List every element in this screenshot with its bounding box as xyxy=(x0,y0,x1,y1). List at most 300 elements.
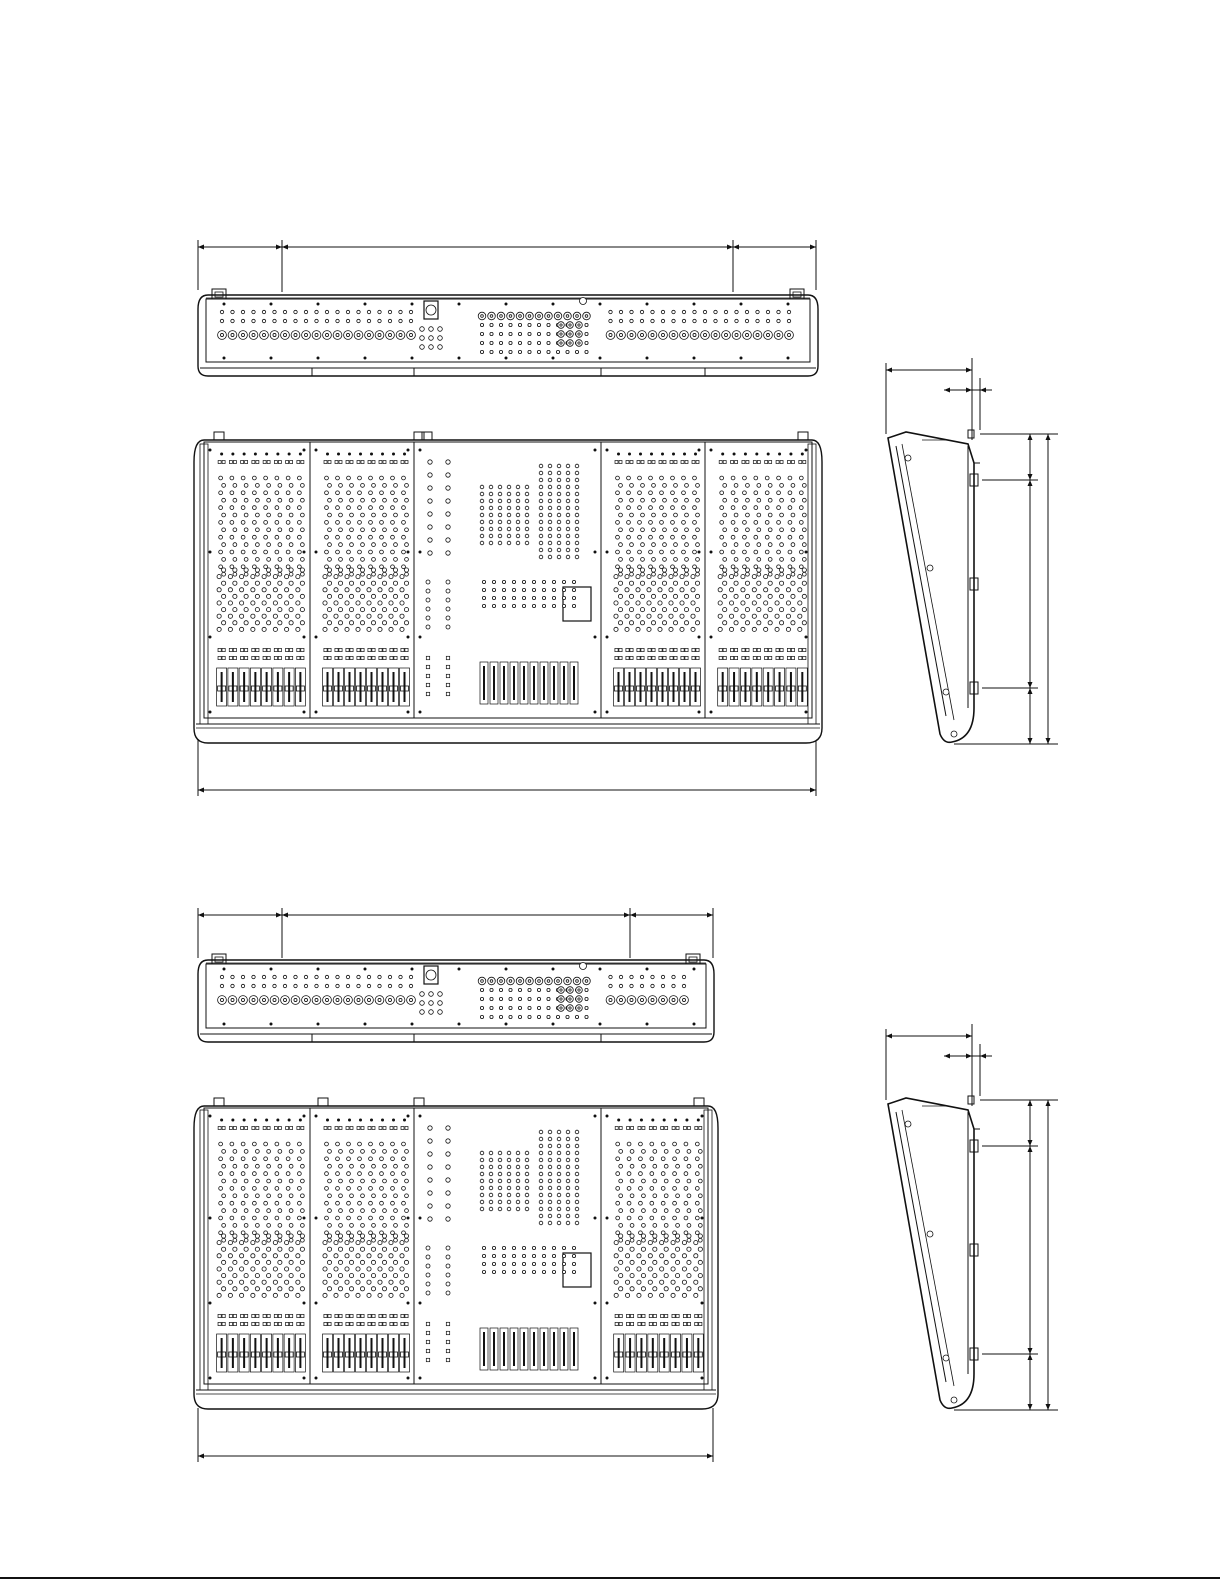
knob xyxy=(323,588,327,592)
knob xyxy=(662,608,666,612)
knob xyxy=(275,1216,279,1220)
side-screw xyxy=(943,689,949,695)
screw xyxy=(663,1119,666,1122)
knob xyxy=(498,1207,502,1211)
button xyxy=(674,656,677,659)
knob xyxy=(350,572,354,576)
knob xyxy=(255,484,259,488)
knob xyxy=(357,984,360,987)
knob xyxy=(300,594,304,598)
xlr-pin xyxy=(735,333,738,336)
knob xyxy=(627,1216,631,1220)
knob xyxy=(371,581,375,585)
knob xyxy=(499,332,502,335)
knob xyxy=(663,484,667,488)
dimension-arrow xyxy=(630,913,636,918)
knob xyxy=(618,568,622,572)
button xyxy=(301,1314,304,1317)
button xyxy=(637,656,640,659)
screw xyxy=(698,711,701,714)
knob xyxy=(264,550,268,554)
knob xyxy=(345,588,349,592)
knob xyxy=(420,345,425,350)
knob xyxy=(779,621,783,625)
knob xyxy=(662,594,666,598)
knob xyxy=(625,601,629,605)
screw xyxy=(599,968,602,971)
button xyxy=(286,1127,289,1130)
knob xyxy=(673,608,677,612)
knob xyxy=(334,1267,338,1271)
knob xyxy=(518,341,521,344)
knob xyxy=(372,1179,376,1183)
knob xyxy=(507,1186,511,1190)
button xyxy=(263,648,266,651)
button xyxy=(379,1314,382,1317)
button xyxy=(346,1127,349,1130)
button xyxy=(638,1322,641,1325)
knob xyxy=(575,485,579,489)
dimension-arrow xyxy=(1046,434,1051,440)
button xyxy=(383,1127,386,1130)
knob xyxy=(391,506,395,510)
knob xyxy=(394,1150,398,1154)
knob xyxy=(664,1150,668,1154)
knob xyxy=(798,575,802,579)
knob xyxy=(296,575,300,579)
knob xyxy=(325,535,329,539)
knob xyxy=(230,535,234,539)
knob xyxy=(786,588,790,592)
knob xyxy=(764,601,768,605)
screw xyxy=(629,1119,632,1122)
knob xyxy=(252,319,255,322)
screw xyxy=(674,1119,677,1122)
knob xyxy=(507,1151,511,1155)
knob xyxy=(673,594,677,598)
knob xyxy=(630,319,633,322)
button xyxy=(753,648,756,651)
button xyxy=(765,461,768,464)
knob xyxy=(300,558,304,562)
knob xyxy=(278,572,282,576)
knob xyxy=(498,527,502,531)
knob xyxy=(765,535,769,539)
knob xyxy=(402,1172,406,1176)
knob xyxy=(228,1267,232,1271)
knob xyxy=(233,513,237,517)
knob xyxy=(336,1142,340,1146)
button xyxy=(695,1314,698,1317)
knob xyxy=(300,568,304,572)
knob xyxy=(680,614,684,618)
knob xyxy=(252,565,256,569)
screw xyxy=(419,1115,422,1118)
knob xyxy=(262,975,265,978)
knob xyxy=(674,543,678,547)
knob xyxy=(428,1139,432,1143)
knob xyxy=(372,572,376,576)
knob xyxy=(669,588,673,592)
knob xyxy=(532,1270,535,1273)
knob xyxy=(522,1262,525,1265)
knob xyxy=(562,1262,565,1265)
xlr-pin xyxy=(538,980,541,983)
knob xyxy=(372,543,376,547)
knob xyxy=(231,975,234,978)
screw xyxy=(801,453,804,456)
knob xyxy=(429,992,434,997)
screw xyxy=(231,453,234,456)
knob xyxy=(498,541,502,545)
button xyxy=(346,1314,349,1317)
knob xyxy=(791,513,795,517)
screw xyxy=(505,1023,508,1026)
knob xyxy=(285,601,289,605)
xlr-pin xyxy=(560,333,562,335)
screw xyxy=(710,551,713,554)
screw xyxy=(265,453,268,456)
knob xyxy=(557,1172,561,1176)
knob xyxy=(339,1238,343,1242)
knob xyxy=(233,528,237,532)
knob xyxy=(765,491,769,495)
button xyxy=(692,656,695,659)
knob xyxy=(507,1193,511,1197)
knob xyxy=(642,1194,646,1198)
knob xyxy=(660,1267,664,1271)
knob xyxy=(275,1187,279,1191)
knob xyxy=(264,1201,268,1205)
knob xyxy=(566,506,570,510)
button xyxy=(652,648,655,651)
button xyxy=(357,656,360,659)
knob xyxy=(428,499,432,503)
knob xyxy=(383,498,387,502)
knob xyxy=(230,1187,234,1191)
knob xyxy=(388,319,391,322)
xlr-pin xyxy=(231,333,234,336)
knob xyxy=(347,521,351,525)
knob xyxy=(446,551,450,555)
knob xyxy=(327,1247,331,1251)
button xyxy=(426,674,429,677)
button xyxy=(787,461,790,464)
knob xyxy=(507,513,511,517)
knob xyxy=(480,541,484,545)
knob xyxy=(297,565,301,569)
knob xyxy=(388,975,391,978)
knob xyxy=(802,528,806,532)
knob xyxy=(404,1260,408,1264)
knob xyxy=(339,528,343,532)
knob xyxy=(480,1165,484,1169)
button xyxy=(776,648,779,651)
button xyxy=(652,656,655,659)
knob xyxy=(780,513,784,517)
knob xyxy=(532,1246,535,1249)
button xyxy=(787,648,790,651)
knob xyxy=(614,614,618,618)
knob xyxy=(339,572,343,576)
button xyxy=(626,1314,629,1317)
knob xyxy=(278,1224,282,1228)
knob xyxy=(640,568,644,572)
knob xyxy=(296,1241,300,1245)
knob xyxy=(327,621,331,625)
knob xyxy=(735,319,738,322)
knob xyxy=(264,1142,268,1146)
knob xyxy=(446,1204,450,1208)
button xyxy=(346,656,349,659)
knob xyxy=(286,550,290,554)
knob xyxy=(614,575,618,579)
button xyxy=(780,648,783,651)
button xyxy=(286,648,289,651)
knob xyxy=(539,492,543,496)
xlr-pin xyxy=(640,333,643,336)
knob xyxy=(658,627,662,631)
knob xyxy=(729,601,733,605)
button xyxy=(263,461,266,464)
knob xyxy=(516,1158,520,1162)
knob xyxy=(687,1150,691,1154)
knob xyxy=(382,594,386,598)
screw xyxy=(315,1302,318,1305)
knob xyxy=(729,627,733,631)
knob xyxy=(325,975,328,978)
knob xyxy=(297,550,301,554)
knob xyxy=(262,1267,266,1271)
knob xyxy=(371,1287,375,1291)
knob xyxy=(548,1158,552,1162)
knob xyxy=(391,521,395,525)
handle-bracket xyxy=(686,954,700,964)
knob xyxy=(361,558,365,562)
knob xyxy=(233,484,237,488)
knob xyxy=(499,988,502,991)
knob xyxy=(345,1267,349,1271)
knob xyxy=(244,1287,248,1291)
knob xyxy=(556,1015,559,1018)
knob xyxy=(490,988,493,991)
knob xyxy=(636,575,640,579)
button xyxy=(324,656,327,659)
button xyxy=(229,648,232,651)
knob xyxy=(426,1273,430,1277)
button xyxy=(681,648,684,651)
button xyxy=(267,648,270,651)
dimension-arrow xyxy=(1028,1140,1033,1146)
knob xyxy=(400,1241,404,1245)
knob xyxy=(286,476,290,480)
knob xyxy=(356,1293,360,1297)
knob xyxy=(267,581,271,585)
knob xyxy=(731,565,735,569)
knob xyxy=(285,1293,289,1297)
knob xyxy=(629,594,633,598)
dimension-arrow xyxy=(1046,1404,1051,1410)
dimension-arrow xyxy=(886,1034,892,1039)
knob xyxy=(429,345,434,350)
knob xyxy=(228,575,232,579)
knob xyxy=(548,513,552,517)
screw xyxy=(315,1377,318,1380)
knob xyxy=(779,608,783,612)
dimension-arrow xyxy=(980,1054,986,1059)
knob xyxy=(252,310,255,313)
knob xyxy=(346,319,349,322)
xlr-pin xyxy=(724,333,727,336)
knob xyxy=(244,1274,248,1278)
knob xyxy=(480,323,483,326)
knob xyxy=(548,520,552,524)
knob xyxy=(244,1179,248,1183)
knob xyxy=(693,319,696,322)
button xyxy=(683,1322,686,1325)
dimension-arrow xyxy=(810,788,816,793)
knob xyxy=(382,621,386,625)
knob xyxy=(548,1144,552,1148)
knob xyxy=(383,484,387,488)
knob xyxy=(720,535,724,539)
button xyxy=(401,1322,404,1325)
knob xyxy=(619,528,623,532)
button xyxy=(339,656,342,659)
knob xyxy=(684,581,688,585)
knob xyxy=(684,1216,688,1220)
knob xyxy=(267,568,271,572)
xlr-pin xyxy=(241,998,244,1001)
knob xyxy=(230,565,234,569)
knob xyxy=(614,1254,618,1258)
knob xyxy=(380,1187,384,1191)
xlr-pin xyxy=(569,342,571,344)
knob xyxy=(328,572,332,576)
knob xyxy=(619,1209,623,1213)
knob xyxy=(273,614,277,618)
knob xyxy=(241,491,245,495)
knob xyxy=(490,350,493,353)
knob xyxy=(446,1291,450,1295)
knob xyxy=(625,1267,629,1271)
button xyxy=(405,461,408,464)
button xyxy=(648,656,651,659)
fader-track xyxy=(404,1338,406,1368)
xlr-pin xyxy=(578,333,580,335)
master-fader-track xyxy=(503,1332,505,1366)
knob xyxy=(480,534,484,538)
knob xyxy=(516,520,520,524)
fader-track xyxy=(243,1338,245,1368)
knob xyxy=(693,565,697,569)
knob xyxy=(539,548,543,552)
dimension-lines-small xyxy=(198,908,713,1462)
button xyxy=(346,461,349,464)
knob xyxy=(380,1172,384,1176)
screw xyxy=(407,1217,410,1220)
knob xyxy=(275,506,279,510)
knob xyxy=(428,1152,432,1156)
knob xyxy=(671,550,675,554)
button xyxy=(335,648,338,651)
knob xyxy=(547,1006,550,1009)
knob xyxy=(566,350,569,353)
screw xyxy=(223,968,226,971)
button xyxy=(803,648,806,651)
knob xyxy=(264,1172,268,1176)
button xyxy=(390,1127,393,1130)
knob xyxy=(446,1165,450,1169)
knob xyxy=(222,543,226,547)
knob xyxy=(336,491,340,495)
button xyxy=(652,461,655,464)
knob xyxy=(734,581,738,585)
knob xyxy=(304,310,307,313)
side-profile xyxy=(888,1098,974,1408)
knob xyxy=(672,319,675,322)
knob xyxy=(537,323,540,326)
knob xyxy=(557,520,561,524)
knob xyxy=(498,513,502,517)
button xyxy=(339,1127,342,1130)
button xyxy=(731,461,734,464)
button xyxy=(383,1322,386,1325)
knob xyxy=(297,491,301,495)
screw xyxy=(505,357,508,360)
button xyxy=(670,461,673,464)
knob xyxy=(244,572,248,576)
knob xyxy=(802,498,806,502)
button xyxy=(426,1349,429,1352)
knob xyxy=(502,1262,505,1265)
screw xyxy=(789,453,792,456)
fader-track xyxy=(299,1338,301,1368)
xlr-pin xyxy=(283,333,286,336)
knob xyxy=(480,997,483,1000)
knob xyxy=(525,1172,529,1176)
button xyxy=(674,461,677,464)
screw xyxy=(594,1302,597,1305)
knob xyxy=(779,594,783,598)
knob xyxy=(402,491,406,495)
screw xyxy=(407,711,410,714)
knob xyxy=(684,1157,688,1161)
knob xyxy=(528,323,531,326)
knob xyxy=(630,1234,634,1238)
button xyxy=(446,1340,449,1343)
knob xyxy=(325,1231,329,1235)
knob xyxy=(557,464,561,468)
knob xyxy=(765,521,769,525)
knob xyxy=(360,594,364,598)
knob xyxy=(653,1194,657,1198)
knob xyxy=(217,1254,221,1258)
knob xyxy=(297,1231,301,1235)
knob xyxy=(325,1142,329,1146)
dimension-arrow xyxy=(980,388,986,393)
knob xyxy=(630,1260,634,1264)
knob xyxy=(278,1234,282,1238)
knob xyxy=(757,528,761,532)
knob xyxy=(244,1164,248,1168)
knob xyxy=(661,1157,665,1161)
knob xyxy=(327,594,331,598)
knob xyxy=(297,521,301,525)
knob xyxy=(360,608,364,612)
knob xyxy=(399,975,402,978)
knob xyxy=(652,528,656,532)
